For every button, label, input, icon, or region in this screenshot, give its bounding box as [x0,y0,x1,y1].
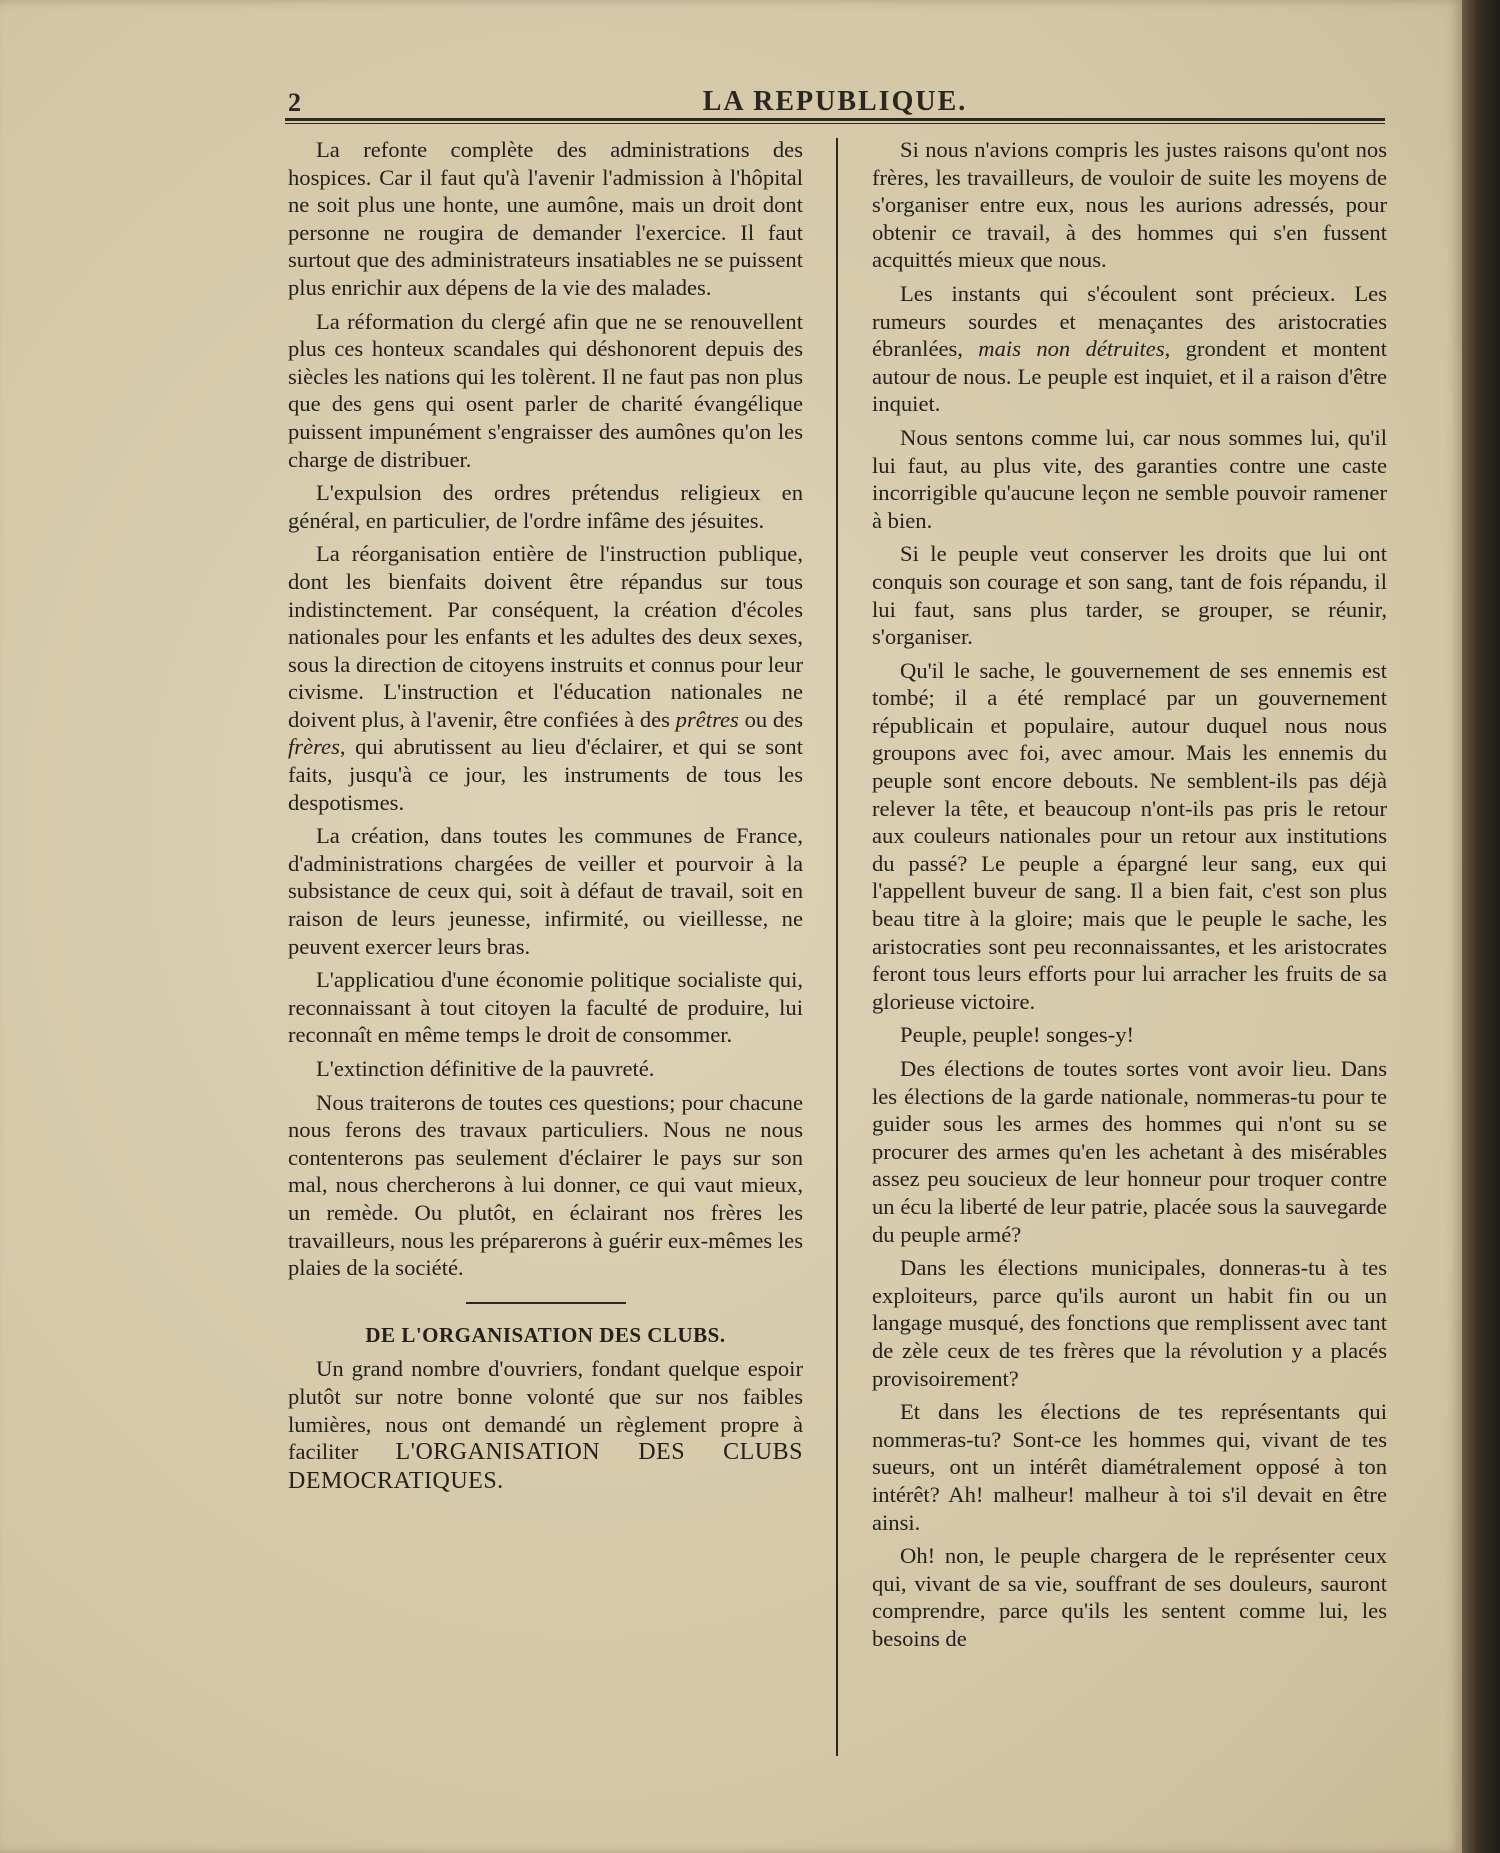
paragraph: La réformation du clergé afin que ne se renouvellent plus ces honteux scandales qui déshonorent depuis des siècles les nations qui les tolèrent. Il ne faut pas non plus que des gens qui osent parler de charité évangélique puissent impunément s'engraisser des aumônes qu'on les charge de distribuer. [288,308,803,472]
paragraph: Des élections de toutes sortes vont avoir lieu. Dans les élections de la garde nationale, nommeras-tu pour te guider sous les armes des hommes qui n'ont su se procurer des armes qu'en les achetant à des misérables assez peu soucieux de leur honneur pour troquer contre un écu la liberté de leur patrie, placée sous la sauvegarde du peuple armé? [872,1056,1387,1247]
paragraph: La refonte complète des administrations des hospices. Car il faut qu'à l'avenir l'admission à l'hôpital ne soit plus une honte, une aumône, mais un droit dont personne ne rougira de demander l'exercice. Il faut surtout que des administrateurs insatiables ne se puissent plus enrichir aux dépens de la vie des malades. [288,137,803,300]
paragraph [288,1355,803,1495]
paragraph: Nous sentons comme lui, car nous sommes lui, qu'il lui faut, au plus vite, des garanties contre une caste incorrigible qu'aucune leçon ne semble pouvoir ramener à bien. [872,424,1387,533]
paragraph: Dans les élections municipales, donneras-tu à tes exploiteurs, parce qu'ils auront un habit fin ou un langage musqué, des fonctions que remplissent avec tant de zèle ceux de tes frères que la révolution y a placés provisoirement? [872,1255,1387,1391]
paragraph: La création, dans toutes les communes de France, d'administrations chargées de veiller et pourvoir à la subsistance de ceux qui, soit à défaut de travail, soit en raison de leurs jeunesse, infirmité, ou vieillesse, ne peuvent exercer leurs bras. [288,823,803,959]
page-number: 2 [288,88,301,117]
paragraph: L'applicatiou d'une économie politique socialiste qui, reconnaissant à tout citoyen la faculté de produire, lui reconnaît en même temps le droit de consommer. [288,967,803,1048]
paragraph: Et dans les élections de tes représentants qui nommeras-tu? Sont-ce les hommes qui, vivant de tes sueurs, ont un intérêt diamétralement opposé à ton intérêt? Ah! malheur! malheur à toi s'il devait en être ainsi. [872,1399,1387,1535]
text-run: Un grand nombre d'ouvriers, fondant quelque espoir plutôt sur notre bonne volonté que sur nos faibles lumières, nous ont demandé un règlement propre à faciliter [288,1356,803,1465]
page-header [285,82,1385,122]
paragraph: L'extinction définitive de la pauvreté. [316,1056,655,1081]
text-run: La réorganisation entière de l'instruction publique, dont les bienfaits doivent être répandus sur tous indistinctement. Par conséquent, la création d'écoles nationales pour les enfants et les adultes des deux sexes, sous la direction de citoyens instruits et connus pour leur civisme. L'instruction et l'éducation nationales ne doivent plus, à l'avenir, être confiées à des [288,541,803,732]
paragraph: Si le peuple veut conserver les droits que lui ont conquis son courage et son sang, tant de fois répandu, il lui faut, sans plus tarder, se grouper, se réunir, s'organiser. [872,541,1387,650]
left-column [288,136,803,1501]
header-rule [285,118,1385,121]
paragraph [872,280,1387,418]
column-divider [836,138,838,1756]
paragraph: Qu'il le sache, le gouvernement de ses ennemis est tombé; il a été remplacé par un gouvernement républicain et populaire, autour duquel nous nous groupons avec foi, avec amour. Mais les ennemis du peuple sont encore debouts. Ne semblent-ils pas déjà relever la tête, et beaucoup n'ont-ils pas pris le retour aux couleurs nationales pour un retour aux institutions du passé? Le peuple a épargné leur sang, eux qui l'appellent buveur de sang. Il a bien fait, c'est son plus beau titre à la gloire; mais que le peuple le sache, les aristocraties sont peu reconnaissantes, et les aristocrates feront tous leurs efforts pour lui arracher les fruits de sa glorieuse victoire. [872,657,1387,1014]
emphasis: prêtres [675,706,739,732]
paragraph: L'expulsion des ordres prétendus religieux en général, en particulier, de l'ordre infâme des jésuites. [288,480,803,533]
text-run: Les instants qui s'écoulent sont précieux. Les rumeurs sourdes et menaçantes des aristocraties ébranlées, [872,280,1387,362]
paragraph: Peuple, peuple! songes-y! [900,1022,1135,1048]
caps-text: L'ORGANISATION DES CLUBS DEMOCRATIQUES. [288,1439,803,1494]
header-rule-thin [285,123,1385,124]
emphasis: frères [288,734,340,760]
text-run: , grondent et montent autour de nous. Le peuple est inquiet, et il a raison d'être inquiet. [872,336,1387,417]
emphasis: mais non détruites [978,336,1165,362]
section-title: DE L'ORGANISATION DES CLUBS. [365,1322,726,1347]
paragraph: Si nous n'avions compris les justes raisons qu'ont nos frères, les travailleurs, de vouloir de suite les moyens de s'organiser entre eux, nous les aurions adressés, pour obtenir ce travail, à des hommes qui s'en fussent acquittés mieux que nous. [872,137,1387,273]
paragraph [288,540,803,816]
page-edge [1462,0,1500,1853]
paragraph: Oh! non, le peuple chargera de le représenter ceux qui, vivant de sa vie, souffrant de ses douleurs, sauront comprendre, parce qu'ils les sentent comme lui, les besoins de [872,1543,1387,1651]
paragraph: Nous traiterons de toutes ces questions; pour chacune nous ferons des travaux particuliers. Nous ne nous contenterons pas seulement d'éclairer le pays sur son mal, nous chercherons à lui donner, ce qui vaut mieux, un remède. Ou plutôt, en éclairant nos frères les travailleurs, nous les préparerons à guérir eux-mêmes les plaies de la société. [288,1089,803,1281]
text-run: , qui abrutissent au lieu d'éclairer, et qui se sont faits, jusqu'à ce jour, les instruments de tous les despotismes. [288,734,803,815]
section-divider [466,1302,626,1304]
right-column [872,136,1387,1658]
page-title: LA REPUBLIQUE. [702,86,968,117]
text-run: ou des [744,706,803,732]
